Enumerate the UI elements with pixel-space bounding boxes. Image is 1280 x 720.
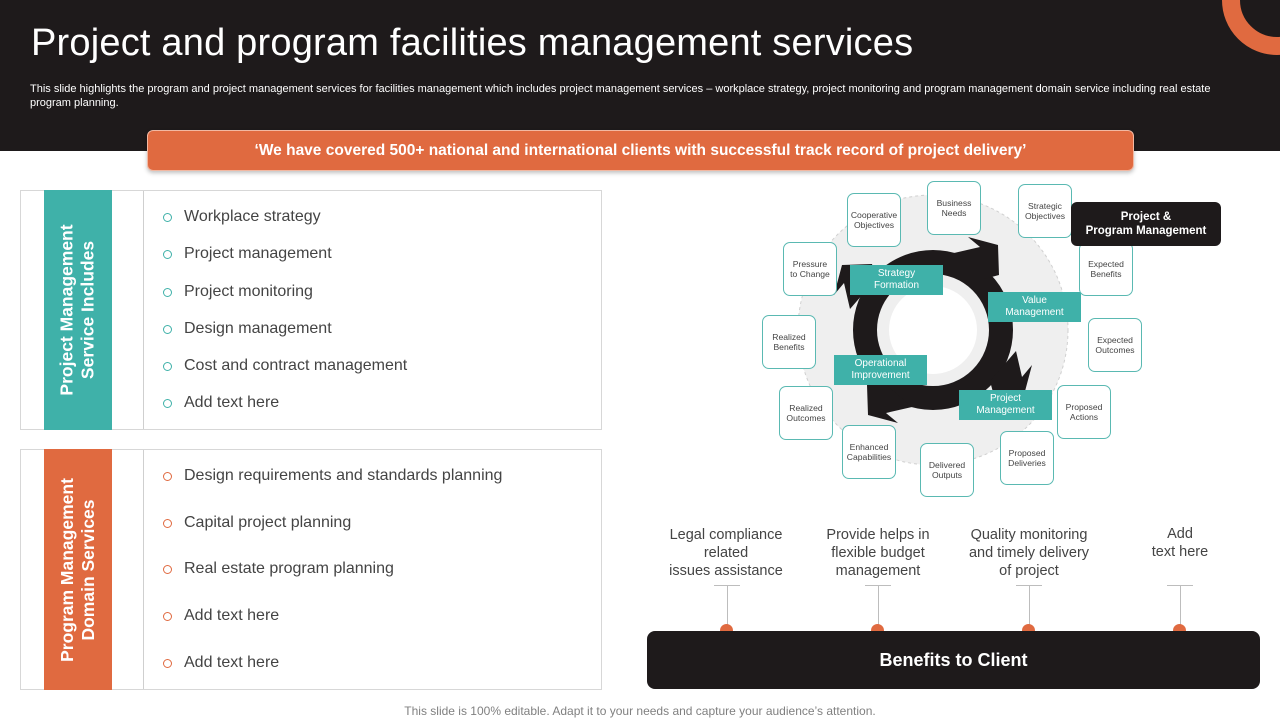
timeline-line <box>143 450 144 689</box>
pm-callout-box: Project & Program Management <box>1071 202 1221 246</box>
list-item <box>163 560 394 578</box>
project-management-label-line2: Service Includes <box>78 240 98 380</box>
footer-note: This slide is 100% editable. Adapt it to your needs and capture your audience’s attention. <box>404 704 876 718</box>
page-title: Project and program facilities management services <box>31 22 914 64</box>
list-item-label: Design management <box>184 320 332 337</box>
phase-project-management: Project Management <box>959 390 1052 420</box>
bullet-icon <box>163 612 172 621</box>
list-item-label: Add text here <box>184 394 280 411</box>
list-item <box>163 283 313 301</box>
node-realized-benefits: Realized Benefits <box>762 315 816 369</box>
list-item-label: Add text here <box>184 607 280 624</box>
list-item-label: Capital project planning <box>184 514 352 531</box>
node-strategic-objectives: Strategic Objectives <box>1018 184 1072 238</box>
program-management-panel <box>20 449 602 690</box>
list-item-label: Cost and contract management <box>184 357 408 374</box>
node-delivered-outputs: Delivered Outputs <box>920 443 974 497</box>
benefit-flexible-budget: Provide helps in flexible budget management <box>826 527 930 579</box>
list-item <box>163 467 502 485</box>
list-item <box>163 654 279 672</box>
node-business-needs: Business Needs <box>927 181 981 235</box>
program-management-label-line2: Domain Services <box>78 498 99 641</box>
node-pressure-to-change: Pressure to Change <box>783 242 837 296</box>
project-management-label-line1: Project Management <box>57 224 77 396</box>
list-item-label: Workplace strategy <box>184 208 321 225</box>
node-cooperative-objectives: Cooperative Objectives <box>847 193 901 247</box>
connector-line <box>727 585 728 629</box>
benefit-quality-monitoring: Quality monitoring and timely delivery of project <box>968 527 1090 579</box>
timeline-line <box>143 191 144 429</box>
node-expected-benefits: Expected Benefits <box>1079 242 1133 296</box>
list-item-label: Real estate program planning <box>184 560 394 577</box>
project-management-panel <box>20 190 602 430</box>
bullet-icon <box>163 399 172 408</box>
bullet-icon <box>163 288 172 297</box>
node-proposed-actions: Proposed Actions <box>1057 385 1111 439</box>
phase-strategy-formation: Strategy Formation <box>850 265 943 295</box>
phase-operational-improvement: Operational Improvement <box>834 355 927 385</box>
list-item-label: Project management <box>184 245 332 262</box>
connector-line <box>1180 585 1181 629</box>
list-item <box>163 394 279 412</box>
node-expected-outcomes: Expected Outcomes <box>1088 318 1142 372</box>
bullet-icon <box>163 325 172 334</box>
node-realized-outcomes: Realized Outcomes <box>779 386 833 440</box>
bullet-icon <box>163 213 172 222</box>
list-item <box>163 245 332 263</box>
page-subtitle: This slide highlights the program and project management services for facilities management which includes project management services – workplace strategy, project monitoring and program management domain service including real estate program planning. <box>30 83 1211 109</box>
list-item-label: Design requirements and standards planning <box>184 467 503 484</box>
clients-banner: ‘We have covered 500+ national and international clients with successful track record of project delivery’ <box>147 130 1134 171</box>
bullet-icon <box>163 472 172 481</box>
phase-value-management: Value Management <box>988 292 1081 322</box>
connector-line <box>1029 585 1030 629</box>
list-item <box>163 514 351 532</box>
bullet-icon <box>163 565 172 574</box>
list-item <box>163 607 279 625</box>
bullet-icon <box>163 362 172 371</box>
project-management-label <box>44 190 112 430</box>
list-item <box>163 320 332 338</box>
bullet-icon <box>163 519 172 528</box>
benefits-to-client-bar: Benefits to Client <box>647 631 1260 689</box>
list-item <box>163 357 407 375</box>
benefit-add-text: Add text here <box>1151 526 1209 560</box>
benefit-legal-compliance: Legal compliance related issues assistance <box>669 527 783 579</box>
program-management-label <box>44 449 112 690</box>
node-proposed-deliveries: Proposed Deliveries <box>1000 431 1054 485</box>
program-management-label-line1: Program Management <box>57 477 78 662</box>
list-item-label: Add text here <box>184 654 280 671</box>
bullet-icon <box>163 659 172 668</box>
list-item-label: Project monitoring <box>184 283 313 300</box>
bullet-icon <box>163 250 172 259</box>
connector-line <box>878 585 879 629</box>
node-enhanced-capabilities: Enhanced Capabilities <box>842 425 896 479</box>
corner-ring-decoration <box>1222 0 1280 55</box>
header-bar <box>0 0 1280 151</box>
list-item <box>163 208 321 226</box>
